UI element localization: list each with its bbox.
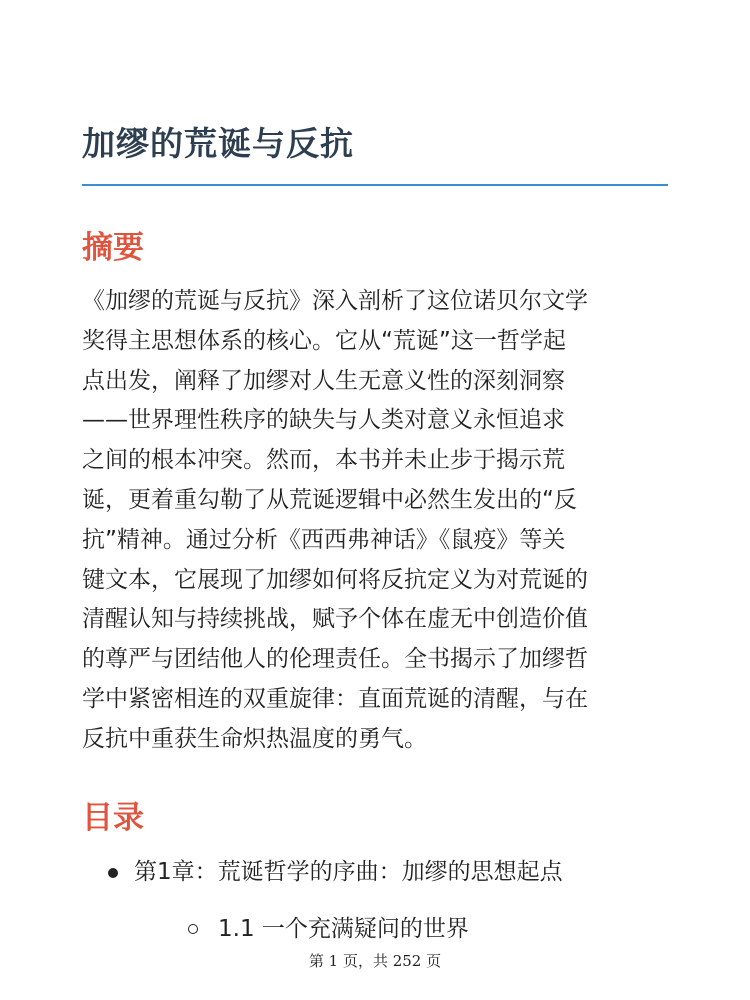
abstract-heading: 摘要 — [82, 230, 144, 266]
document-title: 加缪的荒诞与反抗 — [82, 124, 354, 163]
toc-section-label: 1.1 一个充满疑问的世界 — [218, 916, 469, 942]
toc-chapter-label: 第1章：荒诞哲学的序曲：加缪的思想起点 — [134, 859, 563, 885]
toc-heading: 目录 — [82, 800, 144, 836]
bullet-circle-icon — [188, 924, 198, 934]
toc-sub-list — [134, 909, 668, 949]
page-number-footer: 第 1 页，共 252 页 — [308, 952, 442, 970]
bullet-disc-icon — [108, 868, 118, 878]
toc-chapter-item[interactable] — [108, 852, 668, 949]
toc-section-item[interactable] — [188, 909, 668, 949]
title-divider — [82, 184, 668, 186]
toc-list — [108, 852, 668, 949]
abstract-body: 《加缪的荒诞与反抗》深入剖析了这位诺贝尔文学 奖得主思想体系的核心。它从“荒诞”这一哲学起 点出发，阐释了加缪对人生无意义性的深刻洞察 ——世界理性秩序的缺失与人类对意义永恒追求 之间的根本冲突。然而，本书并未止步于揭示荒 诞，更着重勾勒了从荒诞逻辑中必然生发出的“反 抗”精神。通过分析《西西弗神话》《鼠疫》等关 键文本，它展现了加缪如何将反抗定义为对荒诞的 清醒认知与持续挑战，赋予个体在虚无中创造价值 的尊严与团结他人的伦理责任。全书揭示了加缪哲 学中紧密相连的双重旋律：直面荒诞的清醒，与在 反抗中重获生命炽热温度的勇气。 — [82, 288, 588, 752]
